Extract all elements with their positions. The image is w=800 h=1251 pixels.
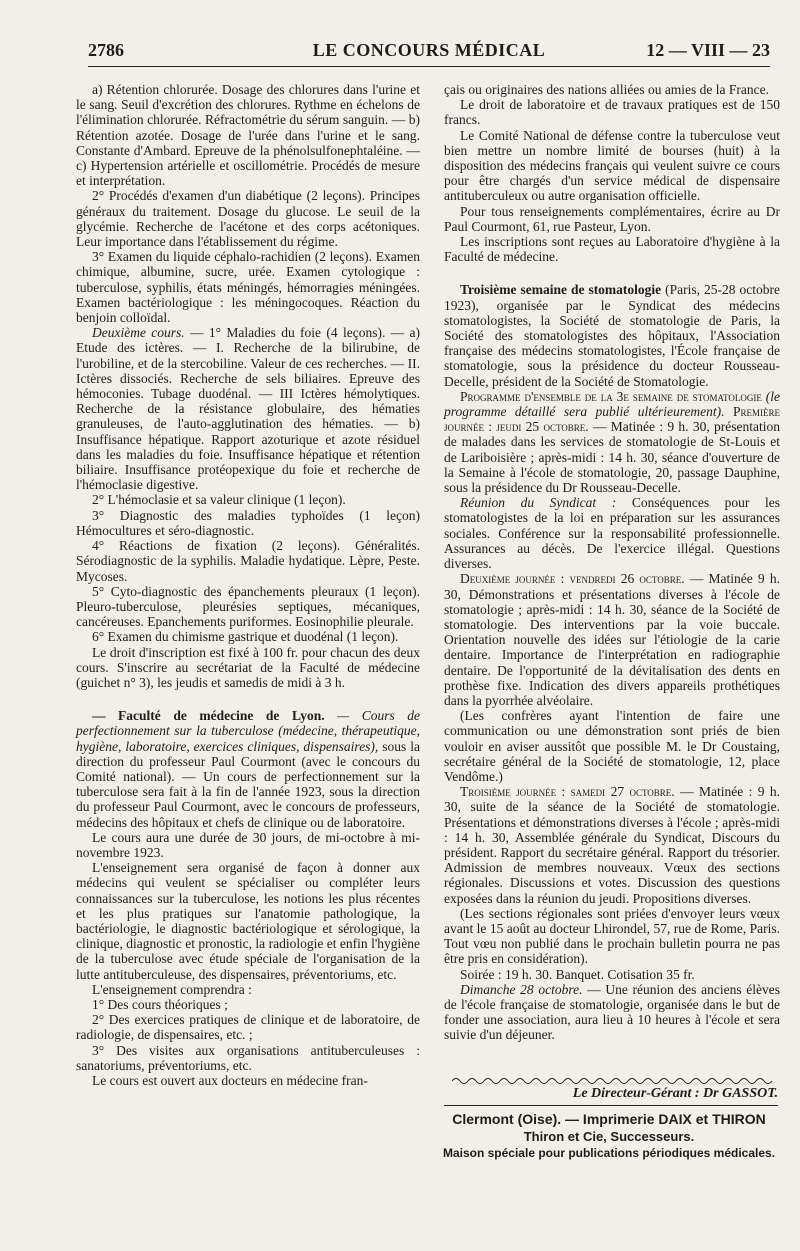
- directeur-gerant-signature: Le Directeur-Gérant : Dr GASSOT.: [572, 1086, 778, 1101]
- journee-3-text: — Matinée : 9 h. 30, suite de la séance de la Société de stomatologie. Présentations et démonstrations diverses à l'école ; après-midi : 14 h. 30, Assemblée générale du Syndicat, Discours du président. Rapport du secrétaire général. Rapport du trésorier. Admission de membres nouveaux. Vœux des sections régionales. Discussions et votes. Discussion des questions exposées dans la réunion du jeudi. Propositions diverses.: [444, 784, 781, 906]
- journee-2-label: Deuxième journée : vendredi 26 octobre.: [460, 571, 685, 587]
- journee-1-text: — Matinée : 9 h. 30, présentation de malades dans les services de stomatologie de St-Louis et de Lariboisière ; après-midi : 14 h. 30, séance d'ouverture de la Semaine à l'école de stomatologie, 20, passage Dauphine, sous la présidence du Dr Rousseau-Decelle.: [444, 419, 781, 496]
- lyon-item-3: 3° Des visites aux organisations antituberculeuses : sanatoriums, préventoriums, etc.: [76, 1042, 420, 1073]
- paragraph-renseignements: Pour tous renseignements complémentaires, écrire au Dr Paul Courmont, 61, rue Pasteur, Lyon.: [444, 203, 780, 234]
- left-column: [76, 82, 420, 1088]
- paragraph-typhoides: 3° Diagnostic des maladies typhoïdes (1 leçon) Hémocultures et séro-diagnostic.: [76, 507, 420, 538]
- programme-label: Programme d'ensemble de la 3e semaine de stomatologie: [460, 388, 762, 404]
- lyon-duree: Le cours aura une durée de 30 jours, de mi-octobre à mi-novembre 1923.: [76, 829, 420, 860]
- lyon-comprendra: L'enseignement comprendra :: [92, 981, 252, 997]
- printer-line-2: Thiron et Cie, Successeurs.: [523, 1129, 695, 1144]
- paragraph-cyto-diagnostic: 5° Cyto-diagnostic des épanchements pleuraux (1 leçon). Pleuro-tuberculose, pleurésies septiques, mécaniques, cancéreuses. Epanchements puriformes. Eosinophilie pleurale.: [76, 583, 420, 630]
- paragraph-continuation: çais ou originaires des nations alliées ou amies de la France.: [444, 82, 770, 97]
- lyon-item-1: 1° Des cours théoriques ;: [92, 996, 228, 1012]
- lyon-direction: sous la direction du professeur Paul Courmont (avec le concours du Comité national). — Un cours de perfectionnement sur la tuberculose sera fait à la fin de l'année 1923, sous la direction du professeur Paul Courmont, avec le concours de professeurs, médecins des hôpitaux et chefs de clinique ou de laboratoire.: [76, 738, 421, 830]
- paragraph-inscriptions: Les inscriptions sont reçues au Laboratoire d'hygiène à la Faculté de médecine.: [444, 234, 780, 265]
- journee-3-note: (Les sections régionales sont priées d'envoyer leurs vœux avant le 15 août au docteur Lhirondel, 57, rue de Rome, Paris. Tout vœu non publié dans le prochain bulletin pourra ne pas être pris en considération).: [444, 905, 780, 967]
- deuxieme-cours-text: — 1° Maladies du foie (4 leçons). — a) Etude des ictères. — I. Recherche de la bilirubine, de l'urobiline, et de la stercobiline. Valeur de ces recherches. — II. Ictères dissociés. Recherche de sels biliaires. Epreuve des hémoconies. Tubage duodénal. — III Ictères hémolytiques. Recherche de la résistance globulaire, des hématies granuleuses, de l'auto-agglutination des hématies. — b) Insuffisance hépatique. Rapport azoturique et azote résiduel dans les maladies du foie. Insuffisance hépatique et rétention biliaire. Insuffisance protéopexique du foie et recherche de l'hémoclasie digestive.: [76, 325, 420, 493]
- paragraph-inscription: Le droit d'inscription est fixé à 100 fr. pour chacun des deux cours. S'inscrire au secrétariat de la Faculté de médecine (guichet n° 3), les jeudis et samedis de midi à 3 h.: [76, 644, 420, 690]
- journee-1-label: Première journée : jeudi 25 octobre.: [444, 404, 781, 435]
- deuxieme-journee: [444, 571, 780, 708]
- printer-imprint: [436, 1110, 782, 1162]
- paragraph-hemoclasie: 2° L'hémoclasie et sa valeur clinique (1 leçon).: [92, 492, 346, 508]
- running-header: [88, 40, 770, 67]
- signature-rule: [444, 1105, 778, 1106]
- stomatologie-announcement: [444, 282, 780, 388]
- paragraph-deuxieme-cours: [76, 325, 420, 492]
- paragraph-fixation: 4° Réactions de fixation (2 leçons). Généralités. Sérodiagnostic de la syphilis. Maladie hydatique. Lèpre, Peste. Mycoses.: [76, 538, 420, 584]
- page-number: 2786: [88, 40, 124, 60]
- paragraph-diabete: 2° Procédés d'examen d'un diabétique (2 leçons). Principes généraux du traitement. Dosage du glucose. Le seuil de la glycémie. Recherche de l'acétone et des corps acétoniques. Leur importance dans l'établissement du régime.: [76, 188, 420, 250]
- paragraph-droit-laboratoire: Le droit de laboratoire et de travaux pratiques est de 150 francs.: [444, 97, 780, 128]
- dimanche-label: Dimanche 28 octobre.: [460, 981, 583, 997]
- paragraph-retention: a) Rétention chlorurée. Dosage des chlorures dans l'urine et le sang. Seuil d'excrétion des chlorures. Rythme en échelons de l'élimination chlorurée. Réfractométrie du sérum sanguin. — b) Rétention azotée. Dosage de l'urée dans l'urine et le sang. Constante d'Ambard. Epreuve de la phénolsulfonephtaléine. — c) Hypertension artérielle et oscillométrie. Procédés de mesure et interprétation.: [76, 82, 420, 189]
- dimanche-text: — Une réunion des anciens élèves de l'école française de stomatologie, organisée dans le but de fonder une association, aura lieu à 10 heures à l'école et sera suivie d'un déjeuner.: [444, 981, 780, 1043]
- lyon-announcement: [76, 708, 420, 830]
- syndicat-text: Conséquences pour les stomatologistes de la loi en préparation sur les assurances sociales. Conférence sur la responsabilité professionnelle. Assurances au décès. De l'exercice illégal. Questions diverses.: [444, 495, 780, 572]
- wavy-rule: [452, 1076, 774, 1086]
- printer-line-3: Maison spéciale pour publications périodiques médicales.: [442, 1146, 776, 1160]
- programme-note: (le programme détaillé sera publié ultérieurement).: [444, 388, 781, 420]
- lyon-heading: — Faculté de médecine de Lyon.: [92, 708, 325, 724]
- paragraph-comite-national: Le Comité National de défense contre la tuberculose veut bien mettre un nombre limité de bourses (huit) à la disposition des médecins français qui veulent suivre ce cours pour être chargés d'un service médical de dispensaire antituberculeux ou autre organisation officielle.: [444, 127, 780, 204]
- paragraph-liquide-cephalo: 3° Examen du liquide céphalo-rachidien (2 leçons). Examen chimique, albumine, sucre, urée. Examen cytologique : tuberculose, syphilis, états méningés, hémorragies méningées. Examen bactériologique : les méningocoques. Réaction du benjoin colloïdal.: [76, 249, 420, 326]
- printer-line-1: Clermont (Oise). — Imprimerie DAIX et THIRON: [452, 1111, 766, 1127]
- troisieme-journee: [444, 784, 780, 906]
- deuxieme-cours-label: Deuxième cours.: [92, 325, 185, 341]
- paragraph-chimisme: 6° Examen du chimisme gastrique et duodénal (1 leçon).: [92, 629, 399, 645]
- journee-3-label: Troisième journée : samedi 27 octobre.: [460, 784, 675, 800]
- stomatologie-intro: (Paris, 25-28 octobre 1923), organisée par le Syndicat des médecins stomatologistes, la Société de stomatologie de Paris, la Société des stomatologistes des hôpitaux, l'Association française des médecins stomatologistes, l'École française de stomatologie, sous la présidence du docteur Rousseau-Decelle, président de la Société de Stomatologie.: [444, 282, 780, 389]
- soiree: Soirée : 19 h. 30. Banquet. Cotisation 35 fr.: [460, 966, 695, 982]
- syndicat-label: Réunion du Syndicat :: [460, 495, 617, 511]
- lyon-enseignement: L'enseignement sera organisé de façon à donner aux médecins qui veulent se spécialiser ou compléter leurs connaissances sur la tuberculose, les notions les plus récentes et les plus pratiques sur l'anatomie pathologique, la bactériologie, le diagnostic bactériologique et sérologique, la clinique, diagnostic et pronostic, la radiologie et enfin l'hygiène de la tuberculose avec étude spéciale de l'organisation de la lutte antituberculeuse, des dispensaires, préventoriums, etc.: [76, 860, 420, 982]
- journee-2-text: — Matinée 9 h. 30, Démonstrations et présentations diverses à l'école de stomatologie ; après-midi : 14 h. 30, séance de la Société de stomatologie. Des interventions par la voie buccale. Orientation nouvelle des idées sur l'étiologie de la carie dentaire. Importance de l'interprétation en radiographie dentaire. De l'opportunité de la dévitalisation des dents en prothèse fixe. Indication des divers appareils prothétiques dans la pyorrhée alvéolaire.: [444, 571, 780, 708]
- programme-ensemble: [444, 389, 780, 495]
- dimanche: [444, 982, 780, 1043]
- lyon-item-2: 2° Des exercices pratiques de clinique et de laboratoire, de radiologie, de dispensaires, etc. ;: [76, 1012, 420, 1043]
- right-column: [444, 82, 780, 1043]
- journee-2-note: (Les confrères ayant l'intention de faire une communication ou une démonstration sont priés de bien vouloir en aviser aussitôt que possible M. le Dr Coustaing, secrétaire général de la Société de stomatologie, 12, place Vendôme.): [444, 708, 780, 784]
- reunion-syndicat: [444, 495, 780, 571]
- lyon-ouvert: Le cours est ouvert aux docteurs en médecine fran-: [92, 1073, 368, 1088]
- stomatologie-heading: Troisième semaine de stomatologie: [460, 282, 662, 298]
- issue-date: 12 — VIII — 23: [646, 40, 770, 60]
- lyon-intro: — Cours de perfectionnement sur la tuberculose (médecine, thérapeutique, hygiène, laboratoire, exercices cliniques, dispensaires),: [76, 708, 420, 754]
- journal-title: LE CONCOURS MÉDICAL: [312, 40, 546, 60]
